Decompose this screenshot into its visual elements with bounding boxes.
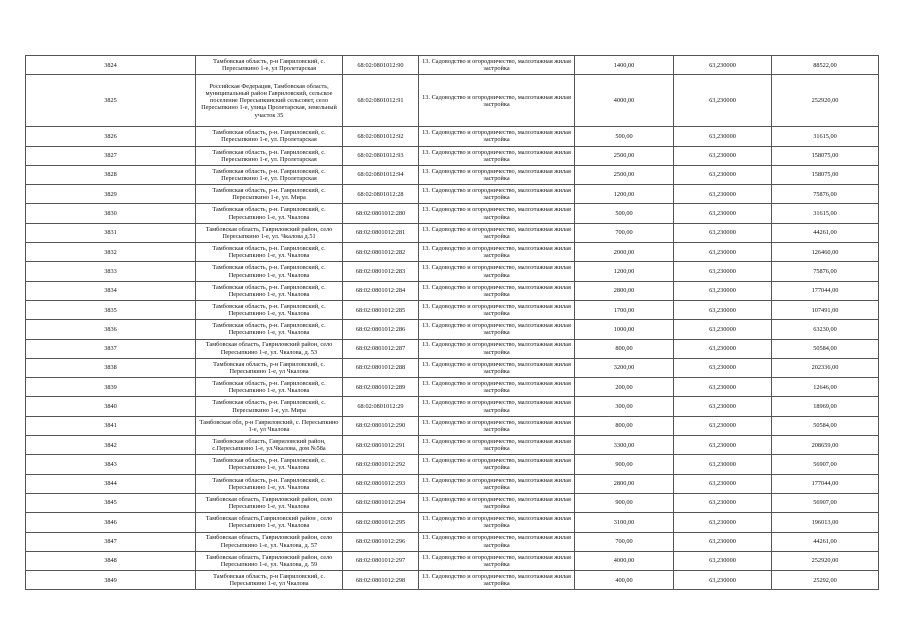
table-row — [26, 551, 879, 570]
area-cell: 3200,00 — [575, 358, 674, 377]
table-row — [26, 223, 879, 242]
row-number-cell: 3836 — [26, 320, 196, 339]
table-row — [26, 204, 879, 223]
address-cell: Тамбовская область, р-н. Гавриловский, с. Пересыпкино 1-е, ул. Чкалова — [196, 474, 343, 493]
table-row — [26, 532, 879, 551]
cadastral-value-cell: 208659,00 — [772, 436, 879, 455]
rate-cell: 63,230000 — [674, 397, 772, 416]
row-number-cell: 3844 — [26, 474, 196, 493]
cadastral-value-cell: 25292,00 — [772, 571, 879, 590]
row-number-cell: 3831 — [26, 223, 196, 242]
rate-cell: 63,230000 — [674, 243, 772, 262]
area-cell: 700,00 — [575, 532, 674, 551]
rate-cell: 63,230000 — [674, 513, 772, 532]
cadastral-value-cell: 50584,00 — [772, 416, 879, 435]
address-cell: Тамбовская область, Гавриловский район, село Пересыпкино 1-е, ул. Чкалова — [196, 493, 343, 512]
cadastral-value-cell: 44261,00 — [772, 532, 879, 551]
address-cell: Тамбовская область, р-н. Гавриловский, с. Пересыпкино 1-е, ул. Пролетарская — [196, 127, 343, 146]
land-use-cell: 13. Садоводство и огородничество, малоэтажная жилая застройка — [419, 571, 575, 590]
cadastral-value-cell: 158075,00 — [772, 146, 879, 165]
land-use-cell: 13. Садоводство и огородничество, малоэтажная жилая застройка — [419, 474, 575, 493]
address-cell: Российская Федерация, Тамбовская область, муниципальный район Гавриловский, сельское поселение Пересыпкинский сельсовет, село Пересыпкино 1-е, улица Пролетарская, земельный участок 35 — [196, 75, 343, 127]
row-number-cell: 3847 — [26, 532, 196, 551]
area-cell: 800,00 — [575, 339, 674, 358]
row-number-cell: 3825 — [26, 75, 196, 127]
cadastral-value-cell: 196013,00 — [772, 513, 879, 532]
table-body — [26, 56, 879, 590]
cadastral-number-cell: 68:02:0801012:28 — [343, 185, 419, 204]
rate-cell: 63,230000 — [674, 127, 772, 146]
address-cell: Тамбовская область, р-н. Гавриловский, с. Пересыпкино 1-е, ул. Чкалова — [196, 300, 343, 319]
table-row — [26, 416, 879, 435]
cadastral-value-cell: 177044,00 — [772, 281, 879, 300]
rate-cell: 63,230000 — [674, 474, 772, 493]
area-cell: 1200,00 — [575, 262, 674, 281]
area-cell: 500,00 — [575, 127, 674, 146]
rate-cell: 63,230000 — [674, 146, 772, 165]
land-use-cell: 13. Садоводство и огородничество, малоэтажная жилая застройка — [419, 223, 575, 242]
area-cell: 900,00 — [575, 455, 674, 474]
cadastral-number-cell: 68:02:0801012:286 — [343, 320, 419, 339]
rate-cell: 63,230000 — [674, 493, 772, 512]
land-use-cell: 13. Садоводство и огородничество, малоэтажная жилая застройка — [419, 127, 575, 146]
address-cell: Тамбовская область, р-н. Гавриловский, с. Пересыпкино 1-е, ул. Мира — [196, 185, 343, 204]
land-use-cell: 13. Садоводство и огородничество, малоэтажная жилая застройка — [419, 436, 575, 455]
rate-cell: 63,230000 — [674, 532, 772, 551]
rate-cell: 63,230000 — [674, 571, 772, 590]
rate-cell: 63,230000 — [674, 455, 772, 474]
rate-cell: 63,230000 — [674, 416, 772, 435]
address-cell: Тамбовская область, р-н Гавриловский, с. Пересыпкино 1-е, ул Чкалова — [196, 571, 343, 590]
row-number-cell: 3824 — [26, 56, 196, 75]
cadastral-number-cell: 68:02:0801012:293 — [343, 474, 419, 493]
cadastral-value-cell: 126460,00 — [772, 243, 879, 262]
table-row — [26, 243, 879, 262]
table-row — [26, 436, 879, 455]
land-use-cell: 13. Садоводство и огородничество, малоэтажная жилая застройка — [419, 455, 575, 474]
rate-cell: 63,230000 — [674, 378, 772, 397]
land-use-cell: 13. Садоводство и огородничество, малоэтажная жилая застройка — [419, 397, 575, 416]
row-number-cell: 3827 — [26, 146, 196, 165]
cadastral-value-cell: 56907,00 — [772, 493, 879, 512]
rate-cell: 63,230000 — [674, 300, 772, 319]
cadastral-number-cell: 68:02:0801012:297 — [343, 551, 419, 570]
land-use-cell: 13. Садоводство и огородничество, малоэтажная жилая застройка — [419, 532, 575, 551]
cadastral-number-cell: 68:02:0801012:283 — [343, 262, 419, 281]
area-cell: 1700,00 — [575, 300, 674, 319]
cadastral-number-cell: 68:02:0801012:296 — [343, 532, 419, 551]
row-number-cell: 3846 — [26, 513, 196, 532]
land-use-cell: 13. Садоводство и огородничество, малоэтажная жилая застройка — [419, 165, 575, 184]
address-cell: Тамбовская область, р-н Гавриловский, с. Пересыпкино 1-е, ул Чкалова — [196, 358, 343, 377]
cadastral-number-cell: 68:02:0801012:29 — [343, 397, 419, 416]
rate-cell: 63,230000 — [674, 436, 772, 455]
rate-cell: 63,230000 — [674, 223, 772, 242]
cadastral-number-cell: 68:02:0801012:93 — [343, 146, 419, 165]
cadastral-number-cell: 68:02:0801012:289 — [343, 378, 419, 397]
row-number-cell: 3837 — [26, 339, 196, 358]
table-row — [26, 146, 879, 165]
table-row — [26, 358, 879, 377]
address-cell: Тамбовская область, р-н Гавриловский, с. Пересыпкино 1-е, ул Пролетарская — [196, 56, 343, 75]
cadastral-number-cell: 68:02:0801012:295 — [343, 513, 419, 532]
cadastral-value-cell: 252920,00 — [772, 551, 879, 570]
cadastral-number-cell: 68:02:0801012:281 — [343, 223, 419, 242]
cadastral-number-cell: 68:02:0801012:291 — [343, 436, 419, 455]
table-row — [26, 300, 879, 319]
land-use-cell: 13. Садоводство и огородничество, малоэтажная жилая застройка — [419, 204, 575, 223]
cadastral-number-cell: 68:02:0801012:91 — [343, 75, 419, 127]
land-use-cell: 13. Садоводство и огородничество, малоэтажная жилая застройка — [419, 300, 575, 319]
rate-cell: 63,230000 — [674, 320, 772, 339]
address-cell: Тамбовская область, р-н. Гавриловский, с. Пересыпкино 1-е, ул. Пролетарская — [196, 165, 343, 184]
address-cell: Тамбовская область, р-н. Гавриловский, с. Пересыпкино 1-е, ул. Мира — [196, 397, 343, 416]
land-use-cell: 13. Садоводство и огородничество, малоэтажная жилая застройка — [419, 551, 575, 570]
rate-cell: 63,230000 — [674, 165, 772, 184]
land-use-cell: 13. Садоводство и огородничество, малоэтажная жилая застройка — [419, 262, 575, 281]
cadastral-value-cell: 202336,00 — [772, 358, 879, 377]
address-cell: Тамбовская область, р-н. Гавриловский, с. Пересыпкино 1-е, ул. Пролетарская — [196, 146, 343, 165]
address-cell: Тамбовская область,Гавриловский район , село Пересыпкино 1-е, ул. Чкалова — [196, 513, 343, 532]
cadastral-number-cell: 68:02:0801012:284 — [343, 281, 419, 300]
land-use-cell: 13. Садоводство и огородничество, малоэтажная жилая застройка — [419, 513, 575, 532]
cadastral-value-cell: 252920,00 — [772, 75, 879, 127]
table-row — [26, 571, 879, 590]
area-cell: 1200,00 — [575, 185, 674, 204]
cadastral-value-cell: 75876,00 — [772, 185, 879, 204]
land-use-cell: 13. Садоводство и огородничество, малоэтажная жилая застройка — [419, 146, 575, 165]
row-number-cell: 3843 — [26, 455, 196, 474]
cadastral-number-cell: 68:02:0801012:280 — [343, 204, 419, 223]
row-number-cell: 3832 — [26, 243, 196, 262]
cadastral-number-cell: 68:02:0801012:294 — [343, 493, 419, 512]
rate-cell: 63,230000 — [674, 75, 772, 127]
rate-cell: 63,230000 — [674, 185, 772, 204]
rate-cell: 63,230000 — [674, 56, 772, 75]
cadastral-value-cell: 44261,00 — [772, 223, 879, 242]
row-number-cell: 3834 — [26, 281, 196, 300]
table-row — [26, 127, 879, 146]
row-number-cell: 3835 — [26, 300, 196, 319]
row-number-cell: 3829 — [26, 185, 196, 204]
area-cell: 1000,00 — [575, 320, 674, 339]
cadastral-value-cell: 18969,00 — [772, 397, 879, 416]
table-row — [26, 320, 879, 339]
row-number-cell: 3839 — [26, 378, 196, 397]
land-use-cell: 13. Садоводство и огородничество, малоэтажная жилая застройка — [419, 358, 575, 377]
land-use-cell: 13. Садоводство и огородничество, малоэтажная жилая застройка — [419, 378, 575, 397]
area-cell: 4000,00 — [575, 551, 674, 570]
rate-cell: 63,230000 — [674, 262, 772, 281]
cadastral-value-cell: 107491,00 — [772, 300, 879, 319]
table-row — [26, 281, 879, 300]
land-use-cell: 13. Садоводство и огородничество, малоэтажная жилая застройка — [419, 416, 575, 435]
cadastral-number-cell: 68:02:0801012:298 — [343, 571, 419, 590]
row-number-cell: 3826 — [26, 127, 196, 146]
address-cell: Тамбовская область, р-н. Гавриловский, с. Пересыпкино 1-е, ул. Чкалова — [196, 243, 343, 262]
table-row — [26, 378, 879, 397]
area-cell: 400,00 — [575, 571, 674, 590]
area-cell: 4000,00 — [575, 75, 674, 127]
table-row — [26, 165, 879, 184]
area-cell: 3300,00 — [575, 436, 674, 455]
address-cell: Тамбовская область, р-н. Гавриловский, с. Пересыпкино 1-е, ул. Чкалова — [196, 281, 343, 300]
table-row — [26, 339, 879, 358]
area-cell: 700,00 — [575, 223, 674, 242]
land-use-cell: 13. Садоводство и огородничество, малоэтажная жилая застройка — [419, 185, 575, 204]
cadastral-number-cell: 68:02:0801012:288 — [343, 358, 419, 377]
area-cell: 300,00 — [575, 397, 674, 416]
rate-cell: 63,230000 — [674, 339, 772, 358]
area-cell: 2500,00 — [575, 165, 674, 184]
rate-cell: 63,230000 — [674, 204, 772, 223]
land-use-cell: 13. Садоводство и огородничество, малоэтажная жилая застройка — [419, 56, 575, 75]
table-row — [26, 493, 879, 512]
table-row — [26, 56, 879, 75]
cadastral-number-cell: 68:02:0801012:92 — [343, 127, 419, 146]
row-number-cell: 3841 — [26, 416, 196, 435]
land-use-cell: 13. Садоводство и огородничество, малоэтажная жилая застройка — [419, 243, 575, 262]
area-cell: 2800,00 — [575, 474, 674, 493]
area-cell: 200,00 — [575, 378, 674, 397]
row-number-cell: 3845 — [26, 493, 196, 512]
cadastral-value-cell: 75876,00 — [772, 262, 879, 281]
address-cell: Тамбовская область, р-н. Гавриловский, с. Пересыпкино 1-е, ул. Чкалова — [196, 204, 343, 223]
land-use-cell: 13. Садоводство и огородничество, малоэтажная жилая застройка — [419, 75, 575, 127]
cadastral-number-cell: 68:02:0801012:290 — [343, 416, 419, 435]
row-number-cell: 3828 — [26, 165, 196, 184]
table-row — [26, 455, 879, 474]
address-cell: Тамбовская область, Гавриловский район, село Пересыпкино 1-е, ул. Чкалова, д. 57 — [196, 532, 343, 551]
cadastral-value-cell: 158075,00 — [772, 165, 879, 184]
row-number-cell: 3848 — [26, 551, 196, 570]
land-use-cell: 13. Садоводство и огородничество, малоэтажная жилая застройка — [419, 281, 575, 300]
rate-cell: 63,230000 — [674, 551, 772, 570]
address-cell: Тамбовская обл, р-н Гавриловский, с. Пересыпкино 1-е, ул Чкалова — [196, 416, 343, 435]
cadastral-value-cell: 50584,00 — [772, 339, 879, 358]
row-number-cell: 3849 — [26, 571, 196, 590]
cadastral-value-cell: 31615,00 — [772, 127, 879, 146]
row-number-cell: 3840 — [26, 397, 196, 416]
table-row — [26, 513, 879, 532]
table-row — [26, 262, 879, 281]
rate-cell: 63,230000 — [674, 358, 772, 377]
land-use-cell: 13. Садоводство и огородничество, малоэтажная жилая застройка — [419, 320, 575, 339]
row-number-cell: 3830 — [26, 204, 196, 223]
table-row — [26, 185, 879, 204]
cadastral-number-cell: 68:02:0801012:285 — [343, 300, 419, 319]
cadastral-number-cell: 68:02:0801012:287 — [343, 339, 419, 358]
table-row — [26, 75, 879, 127]
row-number-cell: 3842 — [26, 436, 196, 455]
land-use-cell: 13. Садоводство и огородничество, малоэтажная жилая застройка — [419, 493, 575, 512]
cadastral-number-cell: 68:02:0801012:94 — [343, 165, 419, 184]
address-cell: Тамбовская область, Гавриловский район, село Пересыпкино 1-е, ул. Чкалова, д. 53 — [196, 339, 343, 358]
cadastral-value-cell: 12646,00 — [772, 378, 879, 397]
cadastral-value-cell: 31615,00 — [772, 204, 879, 223]
cadastral-value-cell: 177044,00 — [772, 474, 879, 493]
cadastral-value-cell: 88522,00 — [772, 56, 879, 75]
land-use-cell: 13. Садоводство и огородничество, малоэтажная жилая застройка — [419, 339, 575, 358]
address-cell: Тамбовская область, Гавриловский район, с.Пересыпкино 1-е, ул.Чкалова, дом №58а — [196, 436, 343, 455]
area-cell: 900,00 — [575, 493, 674, 512]
area-cell: 2500,00 — [575, 146, 674, 165]
area-cell: 3100,00 — [575, 513, 674, 532]
address-cell: Тамбовская область, р-н. Гавриловский, с. Пересыпкино 1-е, ул. Чкалова — [196, 378, 343, 397]
address-cell: Тамбовская область, Гавриловский район, село Пересыпкино 1-е, ул. Чкалова, д. 59 — [196, 551, 343, 570]
area-cell: 2800,00 — [575, 281, 674, 300]
address-cell: Тамбовская область, р-н. Гавриловский, с. Пересыпкино 1-е, ул. Чкалова — [196, 262, 343, 281]
cadastral-number-cell: 68:02:0801012:90 — [343, 56, 419, 75]
table-row — [26, 474, 879, 493]
row-number-cell: 3833 — [26, 262, 196, 281]
area-cell: 2000,00 — [575, 243, 674, 262]
cadastral-value-cell: 56907,00 — [772, 455, 879, 474]
cadastral-value-cell: 63230,00 — [772, 320, 879, 339]
row-number-cell: 3838 — [26, 358, 196, 377]
table-row — [26, 397, 879, 416]
area-cell: 800,00 — [575, 416, 674, 435]
area-cell: 1400,00 — [575, 56, 674, 75]
cadastral-value-table — [25, 55, 879, 590]
address-cell: Тамбовская область, Гавриловский район, село Пересыпкино 1-е, ул. Чкалова д.51 — [196, 223, 343, 242]
address-cell: Тамбовская область, р-н. Гавриловский, с. Пересыпкино 1-е, ул. Чкалова — [196, 455, 343, 474]
cadastral-number-cell: 68:02:0801012:292 — [343, 455, 419, 474]
rate-cell: 63,230000 — [674, 281, 772, 300]
area-cell: 500,00 — [575, 204, 674, 223]
address-cell: Тамбовская область, р-н. Гавриловский, с. Пересыпкино 1-е, ул. Чкалова — [196, 320, 343, 339]
cadastral-number-cell: 68:02:0801012:282 — [343, 243, 419, 262]
